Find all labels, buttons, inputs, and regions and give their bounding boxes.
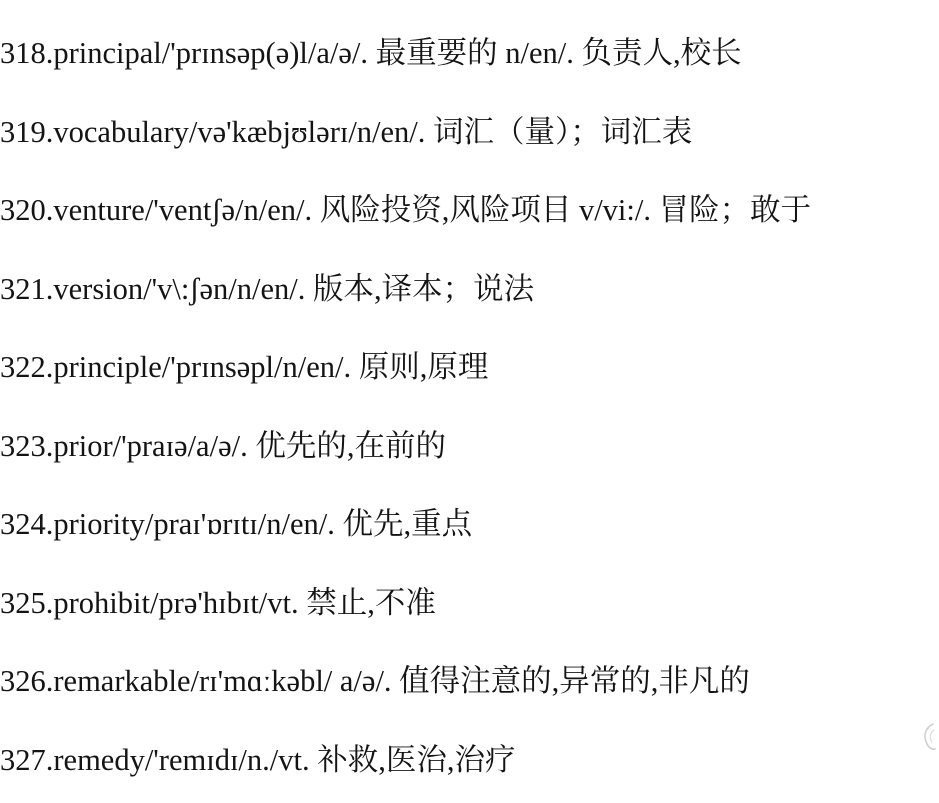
- vocab-entry-321: 321.version/'v\:ʃən/n/en/. 版本,译本；说法: [0, 254, 939, 333]
- vocab-entry-318: 318.principal/'prɪnsəp(ə)l/a/ə/. 最重要的 n/en/. 负责人,校长: [0, 18, 939, 97]
- vocabulary-list: [0, 18, 939, 803]
- vocab-entry-319: 319.vocabulary/və'kæbjʊlərɪ/n/en/. 词汇（量）；词汇表: [0, 97, 939, 176]
- vocab-entry-327: 327.remedy/'remɪdɪ/n./vt. 补救,医治,治疗: [0, 725, 939, 803]
- vocab-entry-324: 324.priority/praɪ'ɒrɪtɪ/n/en/. 优先,重点: [0, 489, 939, 568]
- watermark-swirl-icon: [921, 722, 937, 752]
- vocab-entry-326: 326.remarkable/rɪ'mɑːkəbl/ a/ə/. 值得注意的,异常的,非凡的: [0, 646, 939, 725]
- vocab-entry-325: 325.prohibit/prə'hɪbɪt/vt. 禁止,不准: [0, 568, 939, 647]
- vocab-entry-323: 323.prior/'praɪə/a/ə/. 优先的,在前的: [0, 411, 939, 490]
- vocab-entry-322: 322.principle/'prɪnsəpl/n/en/. 原则,原理: [0, 332, 939, 411]
- vocab-entry-320: 320.venture/'ventʃə/n/en/. 风险投资,风险项目 v/vi:/. 冒险；敢于: [0, 175, 939, 254]
